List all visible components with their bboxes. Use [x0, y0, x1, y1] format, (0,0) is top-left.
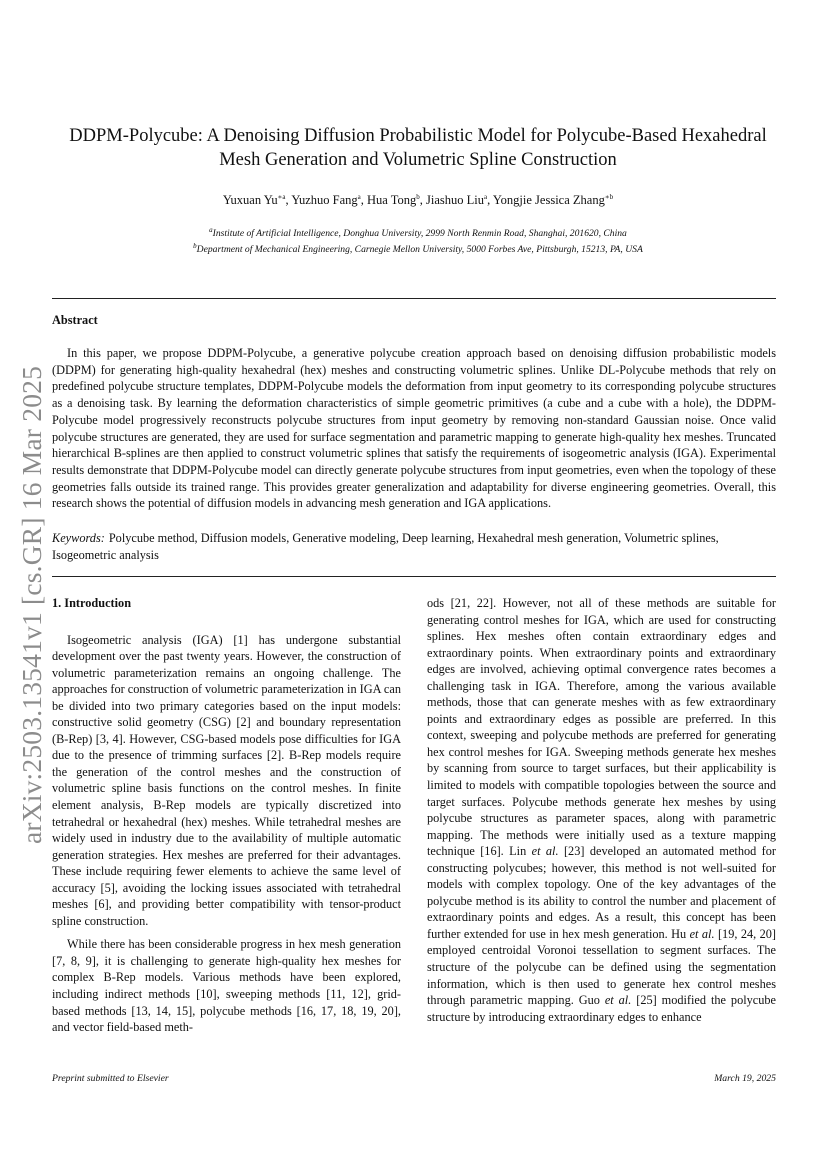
author-list: Yuxuan $Yu^{∗a}$, Yuzhuo Fang$^a$, Hua Tong$^b$, Jiashuo Liu$^a$, Yongjie Jessica Zhang$^{∗b}$ — [222, 193, 614, 208]
author-name: Yuxuan Yu — [222, 193, 278, 208]
right-column — [427, 595, 776, 1025]
arxiv-identifier: arXiv:2503.13541v1 [cs.GR] 16 Mar 2025 — [16, 365, 48, 845]
author-affil-mark: ∗b — [604, 193, 614, 201]
intro-paragraph-2: While there has been considerable progress in hex mesh generation [7, 8, 9], it is challenging to generate high-quality hex meshes for complex B-Rep models. Various methods have been explored, including indirect methods [10], sweeping methods [11, 12], grid-based methods [13, 14, 15], polycube methods [16, 17, 18, 19, 20], and vector field-based meth- — [52, 937, 401, 1035]
footer-preprint: Preprint submitted to Elsevier — [52, 1073, 169, 1084]
abstract-text: In this paper, we propose DDPM-Polycube, a generative polycube creation approach based on denoising diffusion probabilistic models (DDPM) for generating high-quality hexahedral (hex) meshes and constructing volumetric splines. Unlike DL-Polycube methods that rely on predefined polycube structure templates, DDPM-Polycube models the deformation from input geometry to its corresponding polycube structures as a denoising task. By learning the deformation characteristics of simple geometric primitives (a cube and a cube with a hole), the DDPM-Polycube model progressively reconstructs polycube structures from input geometry by removing non-standard Gaussian noise. Once valid polycube structures are generated, they are used for surface segmentation and parametric mapping to generate high-quality hex meshes. Truncated hierarchical B-splines are then applied to construct volumetric splines that satisfy the requirements of isogeometric analysis (IGA). Experimental results demonstrate that DDPM-Polycube model can directly generate polycube structures from input geometries, even when the topology of these geometries falls outside its trained range. This provides greater generalization and adaptability for diverse engineering geometries. Overall, this research shows the potential of diffusion models in advancing mesh generation and IGA applications. — [52, 346, 776, 511]
text-run: [19, 24, 20] employed centroidal Voronoi tessellation to segment surfaces. The structure of the polycube can be defined using the segmentation information, which is then used to generate hex control meshes through parametric mapping. Guo — [427, 926, 777, 1008]
abstract-heading: Abstract — [52, 313, 98, 327]
affiliation-text: Department of Mechanical Engineering, Carnegie Mellon University, 5000 Forbes Ave, Pittsburgh, 15213, PA, USA — [196, 244, 643, 256]
arxiv-stamp — [13, 360, 51, 850]
affiliations — [60, 224, 776, 256]
et-al: et al. — [604, 993, 632, 1008]
et-al: et al. — [689, 926, 715, 941]
bottom-rule — [52, 576, 776, 577]
section-heading: 1. Introduction — [52, 596, 132, 610]
affiliation-mark: a — [209, 226, 213, 234]
right-column-paragraph — [427, 595, 776, 1025]
author-affil-mark: b — [416, 193, 420, 201]
footer-date: March 19, 2025 — [714, 1073, 776, 1084]
author-name: Yongjie Jessica Zhang — [492, 193, 605, 208]
keywords-list: Polycube method, Diffusion models, Generative modeling, Deep learning, Hexahedral mesh generation, Volumetric splines, Isogeometric analysis — [52, 531, 719, 562]
keywords — [52, 530, 776, 563]
affiliation-b — [60, 240, 776, 256]
keywords-label: Keywords: — [52, 531, 105, 545]
author-name: Jiashuo Liu — [426, 193, 484, 208]
left-column — [52, 595, 401, 1036]
et-al: et al. — [531, 844, 559, 859]
text-run: ods [21, 22]. However, not all of these methods are suitable for generating control meshes for IGA, which are used for constructing splines. Hex meshes often contain extraordinary edges and extraordinary points. When extraordinary points and extraordinary edges are involved, achieving optimal convergence rates becomes a challenging task in IGA. Therefore, among the various available methods, those that can generate meshes with as few extraordinary points and extraordinary edges as possible are preferred. In this context, sweeping and polycube methods are preferred for generating hex control meshes for IGA. Sweeping methods generate hex meshes by scanning from source to target surfaces, but their applicability is limited to models with compatible topologies between the source and target surfaces. Polycube methods generate hex meshes by using polycube structures as parameter spaces, along with parametric mapping. The methods were initially used as a texture mapping technique [16]. Lin — [427, 596, 776, 859]
affiliation-a — [60, 224, 776, 240]
author-affil-mark: a — [484, 193, 488, 201]
affiliation-mark: b — [193, 242, 197, 251]
author-name: Yuzhuo Fang — [291, 193, 358, 208]
intro-paragraph-1: Isogeometric analysis (IGA) [1] has undergone substantial development over the past twenty years. However, the construction of volumetric parameterization remains an ongoing challenge. The approaches for construction of volumetric parameterization in IGA can be divided into two primary categories based on the input models: constructive solid geometry (CSG) [2] and boundary representation (B-Rep) [3, 4]. However, CSG-based models pose difficulties for IGA due to the presence of trimming surfaces [2]. B-Rep models require the generation of the control meshes and the construction of volumetric spline basis functions on the control meshes. In finite element analysis, B-Rep models are typically discretized into tetrahedral or hexahedral (hex) meshes. While tetrahedral meshes are widely used in industry due to the availability of multiple automatic generation strategies. Hex meshes are preferred for their advantages. These include requiring fewer elements to achieve the same level of accuracy [5], avoiding the locking issues associated with tetrahedral meshes [6], and providing better compatibility with tensor-product spline construction. — [52, 632, 401, 928]
author-affil-mark: a — [357, 193, 361, 201]
paper-title: DDPM-Polycube: A Denoising Diffusion Probabilistic Model for Polycube-Based Hexahedral Mesh Generation and Volumetric Spline Construction — [69, 126, 767, 170]
author-name: Hua Tong — [367, 193, 417, 208]
author-affil-mark: ∗a — [277, 193, 286, 201]
text-run: [23] developed an automated method for constructing polycubes; however, this method is not well-suited for models with complex topology. One of the key advantages of the polycube method is its ability to control the number and placement of extraordinary points and edges. As a result, this concept has been further extended for use in hex mesh generation. Hu — [427, 844, 777, 941]
top-rule — [52, 298, 776, 299]
text-run: [25] modified the polycube structure by introducing extraordinary edges to enhance — [427, 993, 777, 1024]
affiliation-text: Institute of Artificial Intelligence, Donghua University, 2999 North Renmin Road, Shanghai, 201620, China — [212, 228, 627, 240]
